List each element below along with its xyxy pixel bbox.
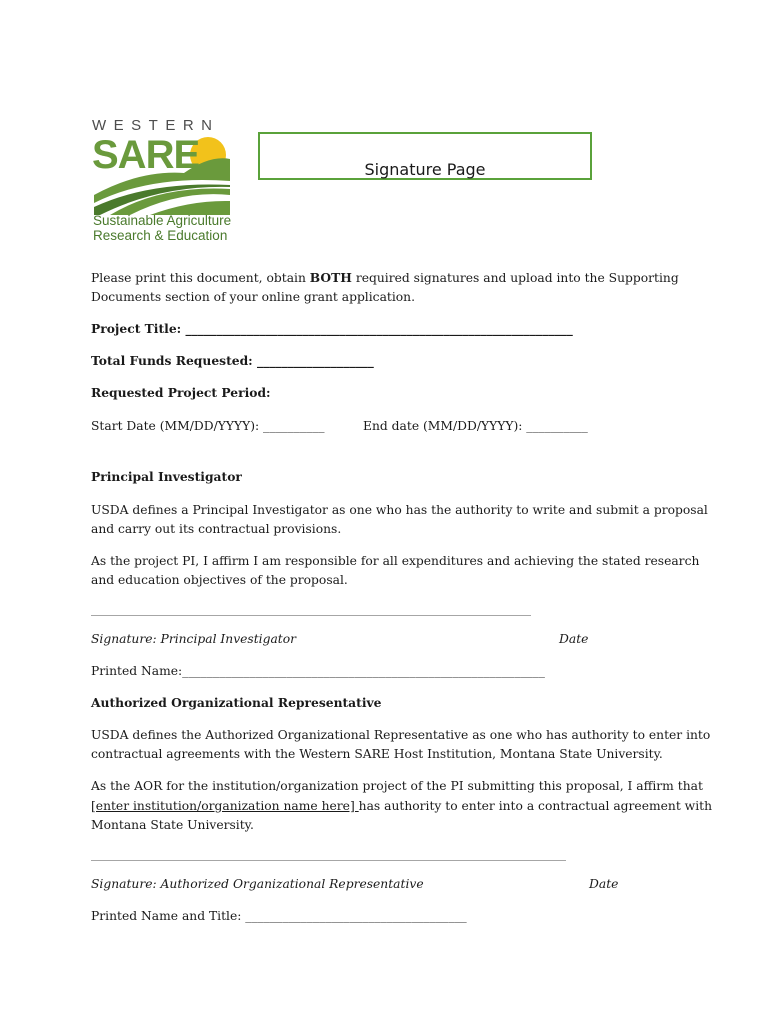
pi-signature-line[interactable]: ________________________________________________________________________________________ — [91, 605, 531, 616]
title-box — [258, 132, 592, 180]
aor-signature-line[interactable]: _______________________________________________________________________________________________ — [91, 850, 566, 861]
pi-affirm-2: and education objectives of the proposal. — [91, 573, 348, 587]
end-date-field[interactable]: End date (MM/DD/YYYY): __________ — [363, 419, 588, 433]
pi-heading: Principal Investigator — [91, 469, 242, 484]
pi-printed-name-field[interactable]: Printed Name:___________________________________________________________ — [91, 664, 545, 678]
aor-printed-name-field[interactable]: Printed Name and Title: ____________________________________ — [91, 909, 467, 923]
pi-date-label: Date — [559, 632, 589, 646]
intro-text-rest: required signatures and upload into the Supporting — [351, 271, 679, 285]
aor-definition-1: USDA defines the Authorized Organizational Representative as one who has authority to enter into — [91, 728, 711, 742]
aor-affirm-2-rest: has authority to enter into a contractual agreement with — [358, 799, 712, 813]
aor-date-label: Date — [589, 877, 619, 891]
period-heading: Requested Project Period: — [91, 385, 271, 400]
logo-western-text: WESTERN — [92, 117, 220, 134]
logo-sare-text: SARE — [92, 133, 200, 177]
aor-affirm-3: Montana State University. — [91, 818, 254, 832]
pi-signature-label: Signature: Principal Investigator — [91, 632, 297, 646]
logo-subtitle-2: Research & Education — [93, 228, 228, 243]
aor-heading: Authorized Organizational Representative — [91, 695, 382, 710]
intro-bold: BOTH — [309, 270, 352, 285]
intro-line-2: Documents section of your online grant application. — [91, 290, 416, 304]
institution-name-placeholder[interactable]: [enter institution/organization name here] — [91, 799, 359, 813]
total-funds-field[interactable]: Total Funds Requested: ___________________ — [91, 353, 374, 368]
page-title: Signature Page — [364, 160, 486, 179]
aor-definition-2: contractual agreements with the Western SARE Host Institution, Montana State University. — [91, 747, 663, 761]
aor-affirm-2 — [91, 798, 712, 814]
logo-subtitle-1: Sustainable Agriculture — [93, 213, 232, 228]
pi-definition-2: and carry out its contractual provisions. — [91, 522, 342, 536]
aor-signature-label: Signature: Authorized Organizational Representative — [91, 877, 424, 891]
project-title-field[interactable]: Project Title: _______________________________________________________________ — [91, 321, 573, 336]
western-sare-logo — [90, 115, 230, 250]
start-date-field[interactable]: Start Date (MM/DD/YYYY): __________ — [91, 419, 325, 433]
pi-affirm-1: As the project PI, I affirm I am responsible for all expenditures and achieving the stated research — [91, 554, 700, 568]
aor-affirm-1: As the AOR for the institution/organization project of the PI submitting this proposal, I affirm that — [91, 779, 703, 793]
pi-definition-1: USDA defines a Principal Investigator as one who has the authority to write and submit a proposal — [91, 503, 708, 517]
intro-line-1 — [91, 270, 679, 286]
intro-text: Please print this document, obtain — [91, 271, 310, 285]
